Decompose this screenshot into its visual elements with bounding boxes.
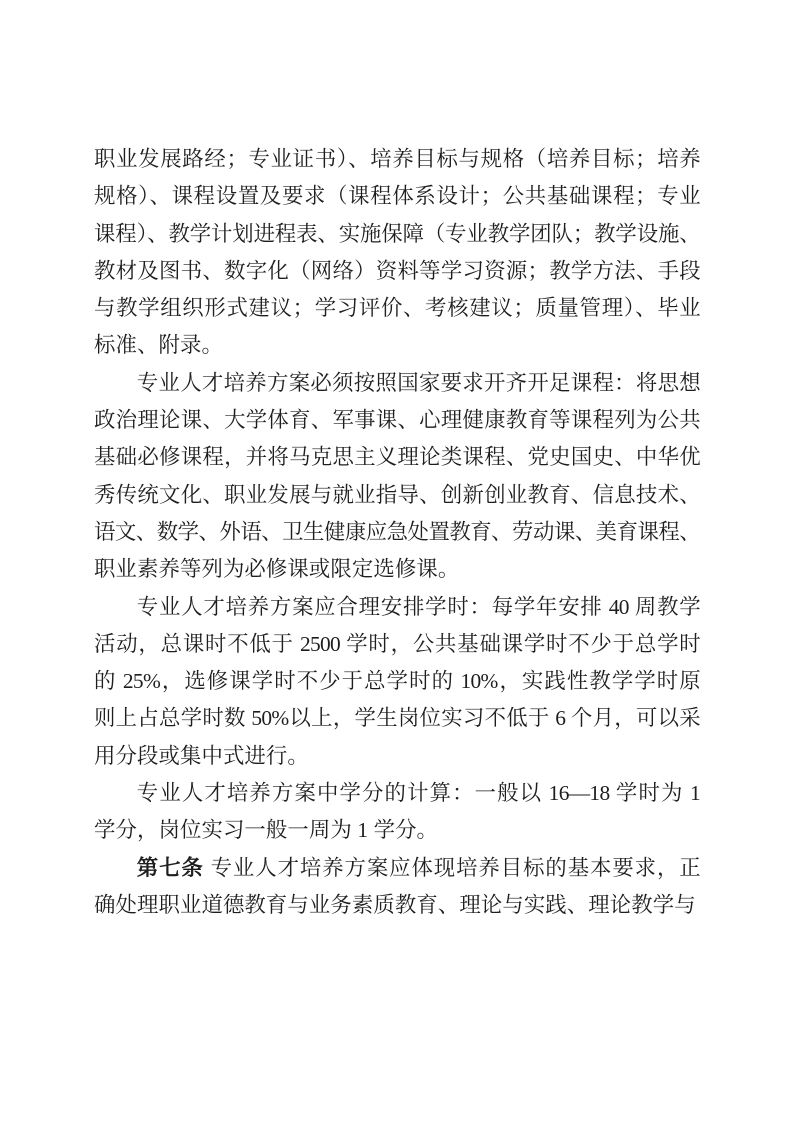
text-line: 专业人才培养方案中学分的计算：一般以 16—18 学时为 1 [136,781,700,806]
text-line: 专业人才培养方案必须按照国家要求开齐开足课程：将思想 [136,370,700,395]
text-line: 秀传统文化、职业发展与就业指导、创新创业教育、信息技术、 [94,482,700,507]
text-line: 与教学组织形式建议；学习评价、考核建议；质量管理）、毕业 [94,296,700,321]
text-line: 规格）、课程设置及要求（课程体系设计；公共基础课程；专业 [94,184,700,209]
text-line: 专业人才培养方案应合理安排学时：每学年安排 40 周教学 [136,594,700,619]
text-line: 职业素养等列为必修课或限定选修课。 [94,557,460,582]
article-number: 第七条 [136,855,204,880]
text-line: 学分，岗位实习一般一周为 1 学分。 [94,818,439,843]
text-line: 第七条 专业人才培养方案应体现培养目标的基本要求，正 [136,855,700,880]
text-line: 的 25%，选修课学时不少于总学时的 10%，实践性教学学时原 [94,669,700,694]
text-line: 语文、数学、外语、卫生健康应急处置教育、劳动课、美育课程、 [94,519,700,544]
text-line: 确处理职业道德教育与业务素质教育、理论与实践、理论教学与 [94,892,696,917]
text-line: 政治理论课、大学体育、军事课、心理健康教育等课程列为公共 [94,408,700,433]
text-line: 则上占总学时数 50%以上，学生岗位实习不低于 6 个月，可以采 [94,706,700,731]
document-text [94,141,700,924]
text-line: 用分段或集中式进行。 [94,743,309,768]
text-line: 教材及图书、数字化（网络）资料等学习资源；教学方法、手段 [94,258,700,283]
text-line: 课程）、教学计划进程表、实施保障（专业教学团队；教学设施、 [94,221,700,246]
text-line: 活动，总课时不低于 2500 学时，公共基础课学时不少于总学时 [94,631,700,656]
text-line: 标准、附录。 [94,333,223,358]
text-line: 基础必修课程，并将马克思主义理论类课程、党史国史、中华优 [94,445,700,470]
text-line: 职业发展路经；专业证书）、培养目标与规格（培养目标；培养 [94,147,700,171]
